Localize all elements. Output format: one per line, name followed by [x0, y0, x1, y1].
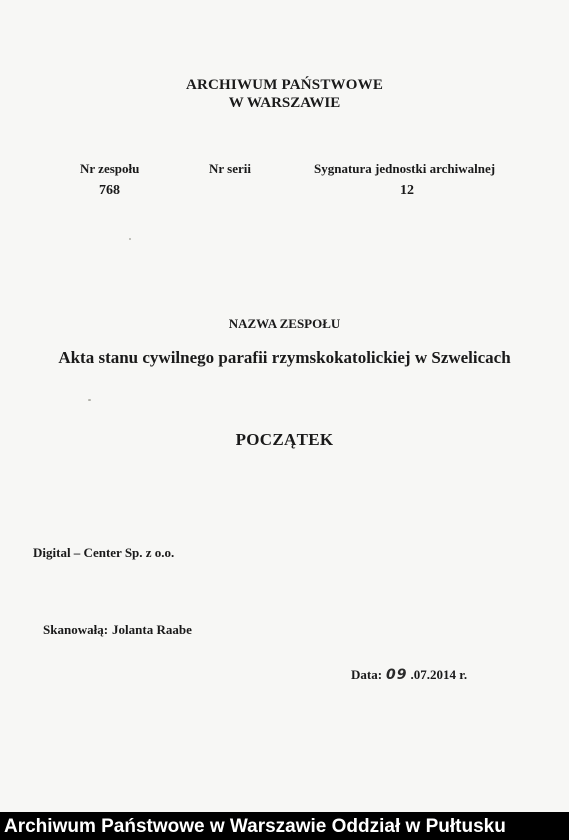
- archive-footer-text: Archiwum Państwowe w Warszawie Oddział w Pułtusku: [4, 816, 506, 837]
- scanning-company: Digital – Center Sp. z o.o.: [33, 545, 175, 560]
- scanned-by-name: Jolanta Raabe: [112, 622, 192, 637]
- date-label: Data:: [351, 667, 383, 682]
- paper-speck: [129, 238, 131, 240]
- fonds-name: Akta stanu cywilnego parafii rzymskokatolickiej w Szwelicach: [58, 348, 511, 367]
- scanned-by: [43, 622, 192, 638]
- fonds-name-label: NAZWA ZESPOŁU: [228, 316, 341, 331]
- archive-name: ARCHIWUM PAŃSTWOWE: [185, 77, 384, 93]
- date-month-year: .07.2014 r.: [410, 667, 468, 682]
- scan-date: [351, 667, 467, 683]
- paper-speck: [88, 399, 91, 401]
- unit-signature-label: Sygnatura jednostki archiwalnej: [314, 161, 496, 176]
- fonds-number-value: 768: [99, 183, 120, 198]
- fonds-number-label: Nr zespołu: [80, 161, 140, 176]
- archive-city: W WARSZAWIE: [228, 95, 341, 111]
- archive-footer-bar: [0, 812, 569, 840]
- scanned-by-label: Skanowałą:: [43, 622, 109, 637]
- date-day-handwritten: 09: [386, 667, 408, 683]
- unit-signature-value: 12: [400, 183, 414, 198]
- start-marker: POCZĄTEK: [235, 430, 334, 449]
- series-number-label: Nr serii: [209, 161, 251, 176]
